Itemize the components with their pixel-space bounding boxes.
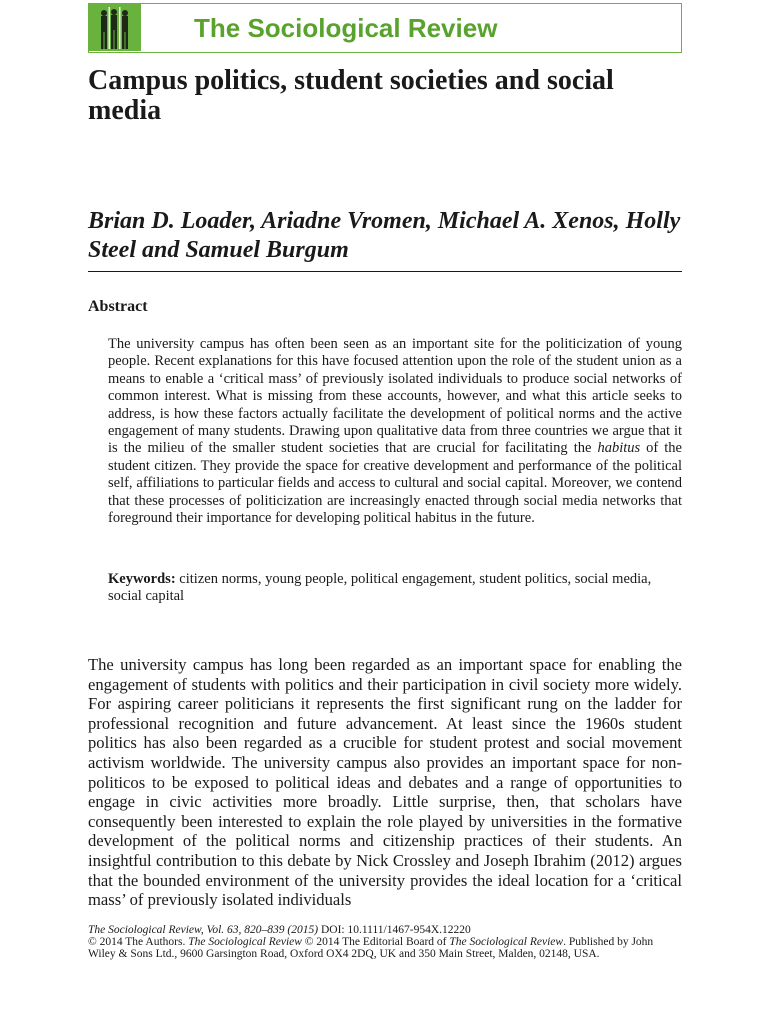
article-authors: Brian D. Loader, Ariadne Vromen, Michael A. Xenos, Holly Steel and Samuel Burgum [88,208,681,263]
abstract-habitus-term: habitus [597,440,641,457]
footer-journal-1: The Sociological Review [188,935,302,948]
keywords-label: Keywords: [108,571,176,587]
keywords [108,571,682,606]
title-divider [88,271,682,272]
footer [88,925,682,960]
footer-publisher: . Published by John Wiley & Sons Ltd., 9600 Garsington Road, Oxford OX4 2DQ, UK and 350 Main Street, Malden, 02148, USA. [88,935,654,960]
footer-copyright-2: © 2014 The Editorial Board of [301,935,450,948]
footer-doi: DOI: 10.1111/1467-954X.12220 [318,924,471,936]
body-paragraph: The university campus has long been regarded as an important space for enabling the engagement of students with politics and their participation in civil society more widely. For aspiring career politicians it represents the first significant rung on the ladder for professional recognition and future advancement. At least since the 1960s student politics has also been regarded as a crucible for student protest and social movement activism worldwide. The university campus also provides an important space for non-politicos to be exposed to political ideas and debates and a range of opportunities to engage in civic activities more broadly. Little surprise, then, that scholars have consequently been interested to explain the role played by universities in the formative development of the political norms and citizenship practices of their students. An insightful contribution to this debate by Nick Crossley and Joseph Ibrahim (2012) argues that the bounded environment of the university provides the ideal location for a ‘critical mass’ of previously isolated individuals [88,655,682,910]
keywords-list: citizen norms, young people, political engagement, student politics, social media, social capital [108,571,652,605]
journal-masthead [88,3,682,53]
footer-copyright-1: © 2014 The Authors. [88,935,189,948]
article-title: Campus politics, student societies and social media [88,65,614,126]
footer-citation: The Sociological Review, Vol. 63, 820–839 (2015) [88,924,319,936]
abstract-text [108,336,682,527]
footer-journal-2: The Sociological Review [449,935,564,948]
abstract-text-part-1: The university campus has often been seen as an important site for the politicization of young people. Recent explanations for this have focused attention upon the role of the student union as a means to enable a ‘critical mass’ of previously isolated individuals to produce social networks of common interest. What is missing from these accounts, however, and what this article seeks to address, is how these factors actually facilitate the development of political norms and the active engagement of many students. Drawing upon qualitative data from three countries we argue that it is the milieu of the smaller student societies that are crucial for facilitating the [108,336,682,457]
people-silhouette-icon [89,4,141,51]
abstract-text-part-2: of the student citizen. They provide the space for creative development and performance of the political self, affiliations to particular fields and access to cultural and social capital. Moreover, we contend that these processes of politicization are increasingly enacted through social media networks that foreground their importance for developing political habitus in the future. [108,440,682,527]
journal-logo [89,4,141,51]
abstract-heading: Abstract [88,298,148,315]
journal-title: The Sociological Review [194,13,498,43]
